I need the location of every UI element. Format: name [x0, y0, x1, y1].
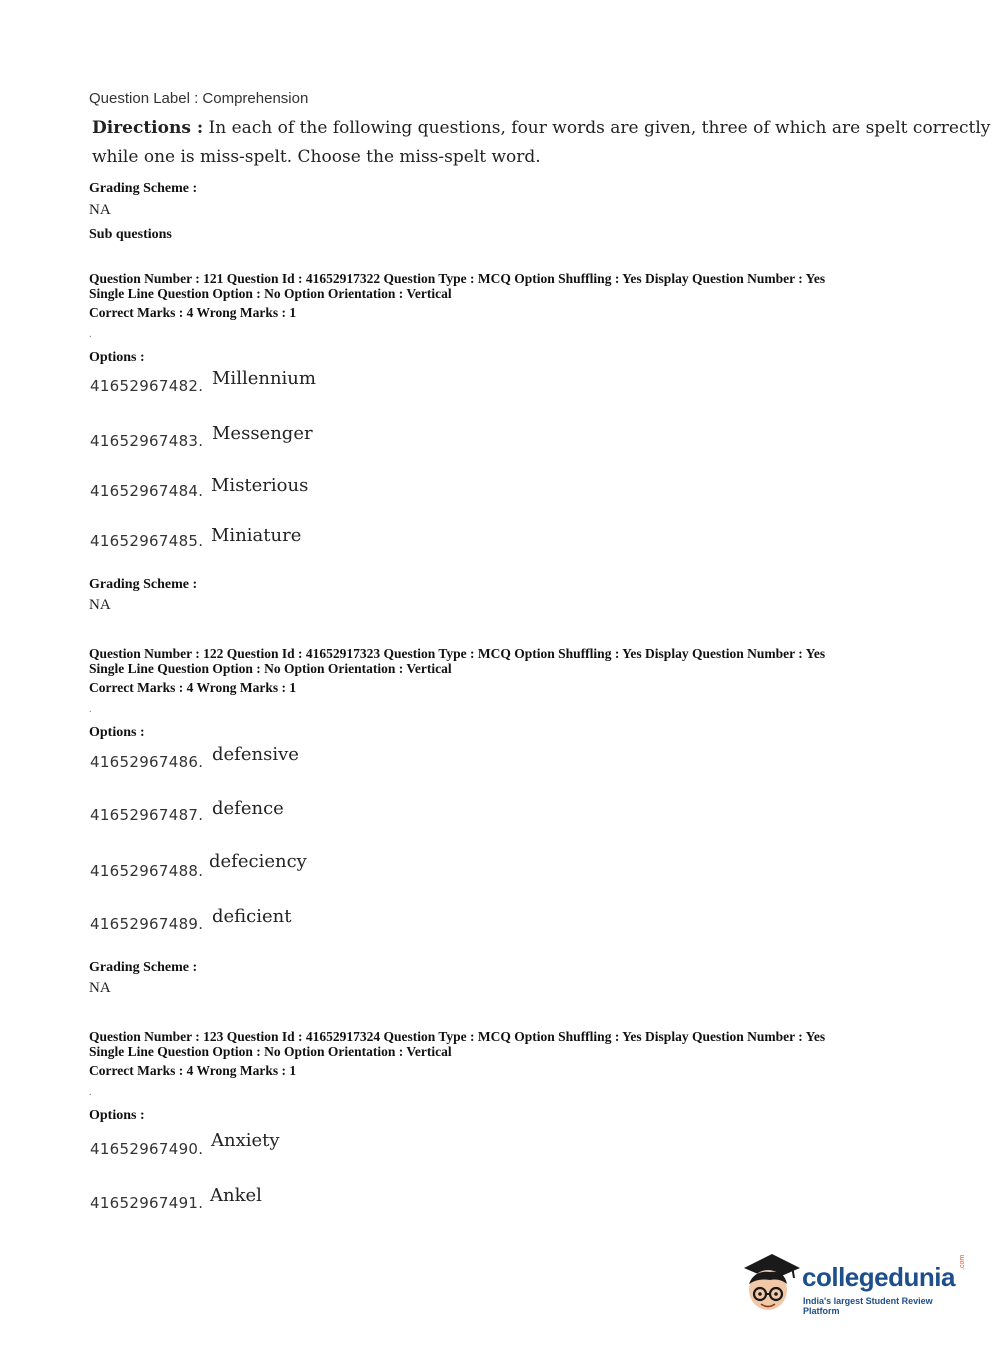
question-meta-line-2: Single Line Question Option : No Option Orientation : Vertical	[89, 286, 452, 301]
mascot-icon	[740, 1248, 802, 1320]
option-id: 41652967484.	[90, 482, 204, 500]
options-label: Options :	[89, 350, 145, 365]
option-word: Misterious	[211, 475, 309, 496]
option-id: 41652967491.	[90, 1194, 204, 1212]
option-word: defensive	[212, 744, 299, 765]
option-id: 41652967486.	[90, 753, 204, 771]
sub-questions-label: Sub questions	[89, 227, 172, 242]
question-meta-line-1: Question Number : 122 Question Id : 41652917323 Question Type : MCQ Option Shuffling : Yes Display Question Number : Yes	[89, 646, 826, 661]
option-id: 41652967485.	[90, 532, 204, 550]
logo-tagline: India's largest Student Review Platform	[803, 1296, 933, 1316]
question-marks: Correct Marks : 4 Wrong Marks : 1	[89, 1063, 297, 1078]
question-marks: Correct Marks : 4 Wrong Marks : 1	[89, 680, 297, 695]
option-word: Messenger	[212, 423, 313, 444]
option-id: 41652967482.	[90, 377, 204, 395]
option-word: Miniature	[211, 525, 302, 546]
grading-scheme-label: Grading Scheme :	[89, 577, 198, 592]
option-word: Millennium	[212, 368, 316, 389]
grading-scheme-value: NA	[89, 202, 111, 218]
collegedunia-logo[interactable]	[740, 1248, 970, 1320]
directions-line-2: while one is miss-spelt. Choose the miss-spelt word.	[92, 147, 541, 167]
logo-suffix: .com	[959, 1254, 966, 1270]
directions-text-1: In each of the following questions, four words are given, three of which are spelt correctly	[203, 118, 991, 138]
question-meta-line-2: Single Line Question Option : No Option Orientation : Vertical	[89, 1044, 452, 1059]
grading-scheme-label: Grading Scheme :	[89, 960, 198, 975]
separator-dot: .	[89, 329, 92, 340]
question-marks: Correct Marks : 4 Wrong Marks : 1	[89, 305, 297, 320]
directions-line-1	[92, 114, 990, 143]
question-meta-line-2: Single Line Question Option : No Option Orientation : Vertical	[89, 661, 452, 676]
options-label: Options :	[89, 1108, 145, 1123]
option-id: 41652967489.	[90, 915, 204, 933]
logo-wordmark: collegedunia	[802, 1262, 955, 1292]
separator-dot: .	[89, 1087, 92, 1098]
option-word: Anxiety	[211, 1130, 280, 1151]
option-word: Ankel	[210, 1185, 262, 1206]
option-word: defence	[212, 798, 284, 819]
directions-heading: Directions :	[92, 118, 204, 138]
option-word: defeciency	[209, 851, 307, 872]
options-label: Options :	[89, 725, 145, 740]
option-id: 41652967483.	[90, 432, 204, 450]
question-meta-line-1: Question Number : 121 Question Id : 41652917322 Question Type : MCQ Option Shuffling : Yes Display Question Number : Yes	[89, 271, 826, 286]
option-id: 41652967487.	[90, 806, 204, 824]
grading-scheme-value: NA	[89, 597, 111, 613]
option-id: 41652967490.	[90, 1140, 204, 1158]
option-word: deficient	[212, 906, 292, 927]
separator-dot: .	[89, 704, 92, 715]
question-meta-line-1: Question Number : 123 Question Id : 41652917324 Question Type : MCQ Option Shuffling : Yes Display Question Number : Yes	[89, 1029, 826, 1044]
grading-scheme-label: Grading Scheme :	[89, 181, 198, 196]
option-id: 41652967488.	[90, 862, 204, 880]
question-label: Question Label : Comprehension	[89, 90, 309, 107]
grading-scheme-value: NA	[89, 980, 111, 996]
